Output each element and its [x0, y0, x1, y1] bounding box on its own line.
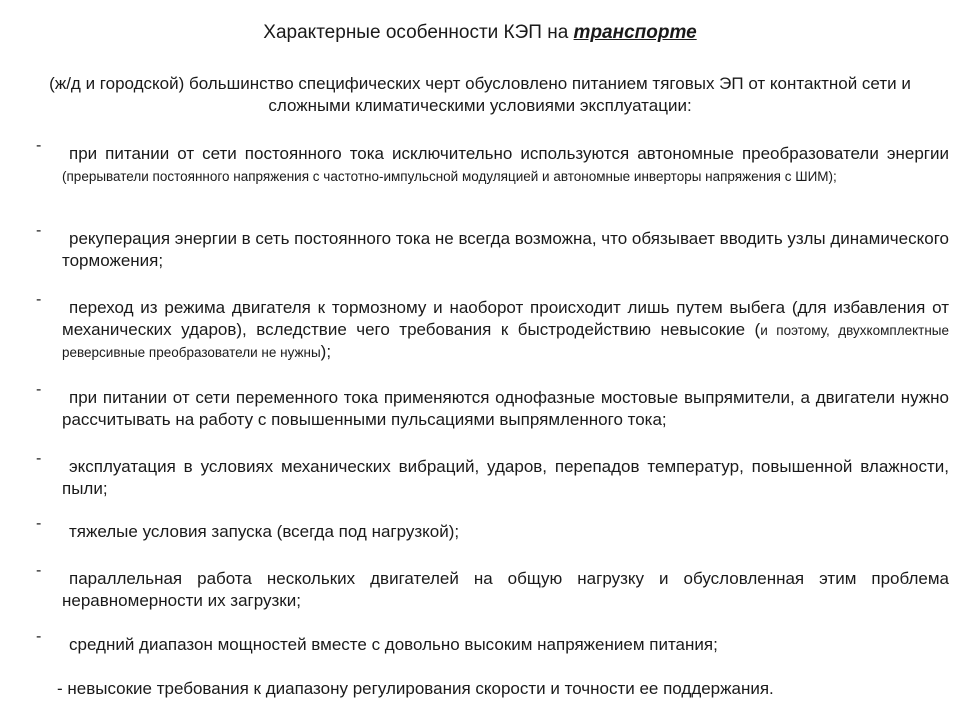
list-item — [36, 381, 949, 431]
list-item-main: тяжелые условия запуска (всегда под нагрузкой); — [69, 522, 460, 541]
final-list-line: - невысокие требования к диапазону регулирования скорости и точности ее поддержания. — [57, 679, 774, 698]
list-item-main: параллельная работа нескольких двигателей на общую нагрузку и обусловленная этим проблема неравномерности их загрузки; — [62, 569, 949, 610]
list-item-main: при питании от сети переменного тока применяются однофазные мостовые выпрямители, а двигатели нужно рассчитывать на работу с повышенными пульсациями выпрямленного тока; — [62, 388, 949, 429]
list-item-text — [62, 568, 949, 612]
bullet-dash: - — [36, 291, 42, 308]
intro-paragraph: (ж/д и городской) большинство специфических черт обусловлено питанием тяговых ЭП от контактной сети и сложными климатическими условиями эксплуатации: — [49, 74, 911, 115]
bullet-dash: - — [36, 450, 42, 467]
slide-title-emphasis: транспорте — [573, 22, 697, 43]
list-item-text — [62, 228, 949, 272]
list-item-text — [62, 387, 949, 431]
list-item-text — [62, 297, 949, 363]
list-item-tail: ); — [320, 342, 332, 361]
bullet-dash: - — [36, 515, 42, 532]
bullet-dash: - — [36, 381, 42, 398]
list-item-main: рекуперация энергии в сеть постоянного тока не всегда возможна, что обязывает вводить узлы динамического торможения; — [62, 229, 949, 270]
list-item — [36, 562, 949, 612]
list-item — [36, 515, 949, 543]
list-item — [36, 628, 949, 656]
list-item-note: и поэтому, двухкомплектные реверсивные преобразователи не нужны — [62, 323, 949, 360]
slide-title-prefix: Характерные особенности КЭП на — [263, 22, 574, 43]
bullet-dash: - — [36, 562, 42, 579]
list-item — [36, 291, 949, 363]
list-item-text — [62, 456, 949, 500]
list-item-text — [62, 143, 949, 187]
list-item-text — [62, 634, 949, 656]
list-item-main: эксплуатация в условиях механических вибраций, ударов, перепадов температур, повышенной влажности, пыли; — [62, 457, 949, 498]
bullet-dash: - — [36, 222, 42, 239]
list-item-main: средний диапазон мощностей вместе с довольно высоким напряжением питания; — [69, 635, 718, 654]
list-item-main: при питании от сети постоянного тока исключительно используются автономные преобразователи энергии — [69, 144, 949, 163]
list-item — [36, 222, 949, 272]
bullet-dash: - — [36, 137, 42, 154]
bullet-dash: - — [36, 628, 42, 645]
list-item — [36, 137, 949, 187]
list-item-main: переход из режима двигателя к тормозному и наоборот происходит лишь путем выбега (для избавления от механических ударов), вследствие чего требования к быстродействию невысокие ( — [62, 298, 949, 339]
list-item — [36, 450, 949, 500]
list-item-text — [62, 521, 949, 543]
list-item-note: (прерыватели постоянного напряжения с частотно-импульсной модуляцией и автономные инверторы напряжения с ШИМ); — [62, 169, 837, 184]
slide-title — [0, 21, 960, 45]
